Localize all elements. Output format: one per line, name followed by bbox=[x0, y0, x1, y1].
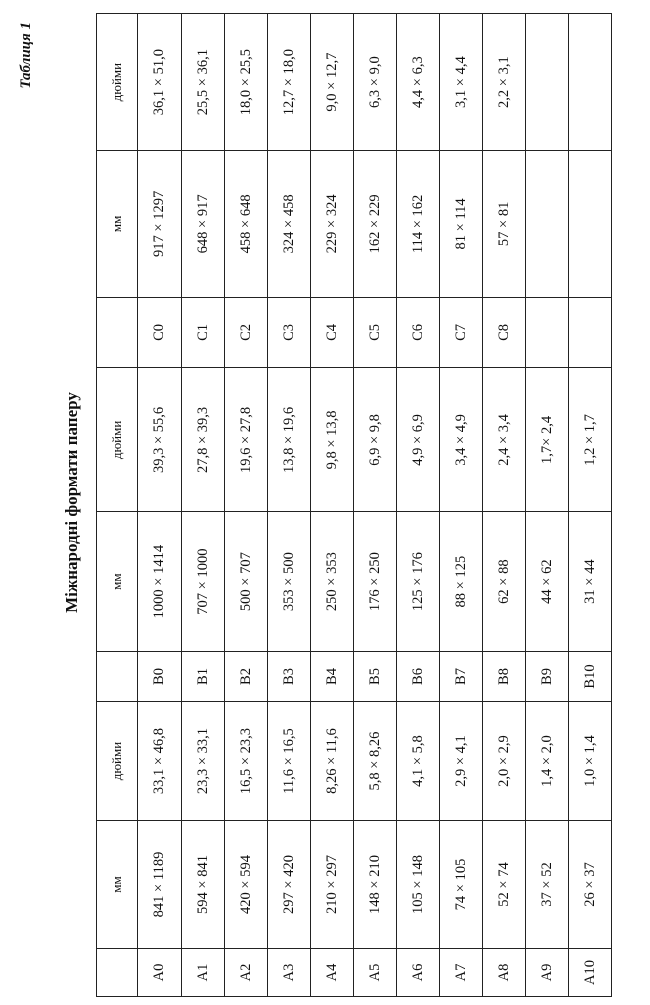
a-size-inch: 8,26 × 11,6 bbox=[311, 702, 354, 821]
table-title: Міжнародні формати паперу bbox=[62, 392, 81, 613]
a-size-inch: 2,9 × 4,1 bbox=[440, 702, 483, 821]
table-row bbox=[268, 14, 311, 997]
b-size-mm: 500 × 707 bbox=[225, 512, 268, 651]
c-size-inch bbox=[526, 14, 569, 151]
header-b-mm: мм bbox=[97, 512, 138, 651]
header-a-mm: мм bbox=[97, 820, 138, 948]
a-size-inch: 23,3 × 33,1 bbox=[182, 702, 225, 821]
b-format: B9 bbox=[526, 651, 569, 701]
a-size-mm: 420 × 594 bbox=[225, 820, 268, 948]
a-format: A4 bbox=[311, 949, 354, 997]
table-row bbox=[182, 14, 225, 997]
b-size-inch: 1,2 × 1,7 bbox=[569, 368, 612, 512]
c-format: C0 bbox=[138, 297, 182, 368]
a-format: A5 bbox=[354, 949, 397, 997]
c-format bbox=[526, 297, 569, 368]
b-size-inch: 4,9 × 6,9 bbox=[397, 368, 440, 512]
c-size-mm: 81 × 114 bbox=[440, 151, 483, 297]
a-size-inch: 1,0 × 1,4 bbox=[569, 702, 612, 821]
c-size-mm: 917 × 1297 bbox=[138, 151, 182, 297]
a-size-mm: 105 × 148 bbox=[397, 820, 440, 948]
table-caption: Таблиця 1 bbox=[18, 22, 34, 89]
b-size-inch: 27,8 × 39,3 bbox=[182, 368, 225, 512]
c-size-mm bbox=[526, 151, 569, 297]
b-format: B1 bbox=[182, 651, 225, 701]
b-size-inch: 9,8 × 13,8 bbox=[311, 368, 354, 512]
table-row bbox=[354, 14, 397, 997]
header-c-code bbox=[97, 297, 138, 368]
b-format: B8 bbox=[483, 651, 526, 701]
c-format: C5 bbox=[354, 297, 397, 368]
table-row bbox=[526, 14, 569, 997]
c-size-inch: 25,5 × 36,1 bbox=[182, 14, 225, 151]
b-size-mm: 31 × 44 bbox=[569, 512, 612, 651]
b-format: B3 bbox=[268, 651, 311, 701]
a-size-mm: 841 × 1189 bbox=[138, 820, 182, 948]
c-size-inch: 6,3 × 9,0 bbox=[354, 14, 397, 151]
b-size-mm: 62 × 88 bbox=[483, 512, 526, 651]
a-format: A10 bbox=[569, 949, 612, 997]
a-size-inch: 4,1 × 5,8 bbox=[397, 702, 440, 821]
b-format: B10 bbox=[569, 651, 612, 701]
c-size-inch bbox=[569, 14, 612, 151]
b-size-inch: 1,7× 2,4 bbox=[526, 368, 569, 512]
c-size-mm: 162 × 229 bbox=[354, 151, 397, 297]
b-size-mm: 176 × 250 bbox=[354, 512, 397, 651]
c-size-mm: 648 × 917 bbox=[182, 151, 225, 297]
table-row bbox=[397, 14, 440, 997]
c-size-inch: 9,0 × 12,7 bbox=[311, 14, 354, 151]
header-b-code bbox=[97, 651, 138, 701]
b-size-inch: 3,4 × 4,9 bbox=[440, 368, 483, 512]
b-format: B0 bbox=[138, 651, 182, 701]
a-size-inch: 2,0 × 2,9 bbox=[483, 702, 526, 821]
a-size-inch: 1,4 × 2,0 bbox=[526, 702, 569, 821]
c-size-mm bbox=[569, 151, 612, 297]
b-size-inch: 39,3 × 55,6 bbox=[138, 368, 182, 512]
c-size-inch: 3,1 × 4,4 bbox=[440, 14, 483, 151]
b-size-mm: 353 × 500 bbox=[268, 512, 311, 651]
c-format: C4 bbox=[311, 297, 354, 368]
a-format: A7 bbox=[440, 949, 483, 997]
a-format: A1 bbox=[182, 949, 225, 997]
a-format: A2 bbox=[225, 949, 268, 997]
b-size-inch: 13,8 × 19,6 bbox=[268, 368, 311, 512]
c-size-mm: 324 × 458 bbox=[268, 151, 311, 297]
c-format: C1 bbox=[182, 297, 225, 368]
b-size-mm: 125 × 176 bbox=[397, 512, 440, 651]
table-row bbox=[569, 14, 612, 997]
a-size-mm: 52 × 74 bbox=[483, 820, 526, 948]
header-a-code bbox=[97, 949, 138, 997]
table-row bbox=[138, 14, 182, 997]
a-format: A8 bbox=[483, 949, 526, 997]
b-size-inch: 6,9 × 9,8 bbox=[354, 368, 397, 512]
b-size-inch: 2,4 × 3,4 bbox=[483, 368, 526, 512]
b-format: B7 bbox=[440, 651, 483, 701]
b-size-mm: 250 × 353 bbox=[311, 512, 354, 651]
c-size-mm: 57 × 81 bbox=[483, 151, 526, 297]
c-format bbox=[569, 297, 612, 368]
c-size-inch: 18,0 × 25,5 bbox=[225, 14, 268, 151]
header-b-inch: дюйми bbox=[97, 368, 138, 512]
b-format: B2 bbox=[225, 651, 268, 701]
paper-formats-table bbox=[96, 13, 612, 997]
b-size-inch: 19,6 × 27,8 bbox=[225, 368, 268, 512]
c-format: C3 bbox=[268, 297, 311, 368]
c-size-mm: 458 × 648 bbox=[225, 151, 268, 297]
c-format: C2 bbox=[225, 297, 268, 368]
a-size-inch: 11,6 × 16,5 bbox=[268, 702, 311, 821]
b-format: B6 bbox=[397, 651, 440, 701]
a-size-mm: 37 × 52 bbox=[526, 820, 569, 948]
header-c-mm: мм bbox=[97, 151, 138, 297]
b-size-mm: 44 × 62 bbox=[526, 512, 569, 651]
c-size-inch: 4,4 × 6,3 bbox=[397, 14, 440, 151]
c-format: C6 bbox=[397, 297, 440, 368]
a-format: A6 bbox=[397, 949, 440, 997]
a-size-mm: 148 × 210 bbox=[354, 820, 397, 948]
b-format: B4 bbox=[311, 651, 354, 701]
a-size-mm: 210 × 297 bbox=[311, 820, 354, 948]
a-format: A0 bbox=[138, 949, 182, 997]
c-size-inch: 12,7 × 18,0 bbox=[268, 14, 311, 151]
table-row bbox=[440, 14, 483, 997]
c-size-inch: 36,1 × 51,0 bbox=[138, 14, 182, 151]
table-body bbox=[138, 14, 612, 997]
c-size-mm: 229 × 324 bbox=[311, 151, 354, 297]
table-row bbox=[483, 14, 526, 997]
a-size-mm: 297 × 420 bbox=[268, 820, 311, 948]
c-format: C7 bbox=[440, 297, 483, 368]
a-size-inch: 33,1 × 46,8 bbox=[138, 702, 182, 821]
a-size-mm: 26 × 37 bbox=[569, 820, 612, 948]
a-size-mm: 594 × 841 bbox=[182, 820, 225, 948]
table-row bbox=[311, 14, 354, 997]
a-size-inch: 16,5 × 23,3 bbox=[225, 702, 268, 821]
header-a-inch: дюйми bbox=[97, 702, 138, 821]
table-row bbox=[225, 14, 268, 997]
c-size-mm: 114 × 162 bbox=[397, 151, 440, 297]
c-format: C8 bbox=[483, 297, 526, 368]
b-format: B5 bbox=[354, 651, 397, 701]
a-format: A3 bbox=[268, 949, 311, 997]
b-size-mm: 88 × 125 bbox=[440, 512, 483, 651]
header-row bbox=[97, 14, 138, 997]
header-c-inch: дюйми bbox=[97, 14, 138, 151]
a-size-mm: 74 × 105 bbox=[440, 820, 483, 948]
b-size-mm: 1000 × 1414 bbox=[138, 512, 182, 651]
a-format: A9 bbox=[526, 949, 569, 997]
c-size-inch: 2,2 × 3,1 bbox=[483, 14, 526, 151]
b-size-mm: 707 × 1000 bbox=[182, 512, 225, 651]
a-size-inch: 5,8 × 8,26 bbox=[354, 702, 397, 821]
